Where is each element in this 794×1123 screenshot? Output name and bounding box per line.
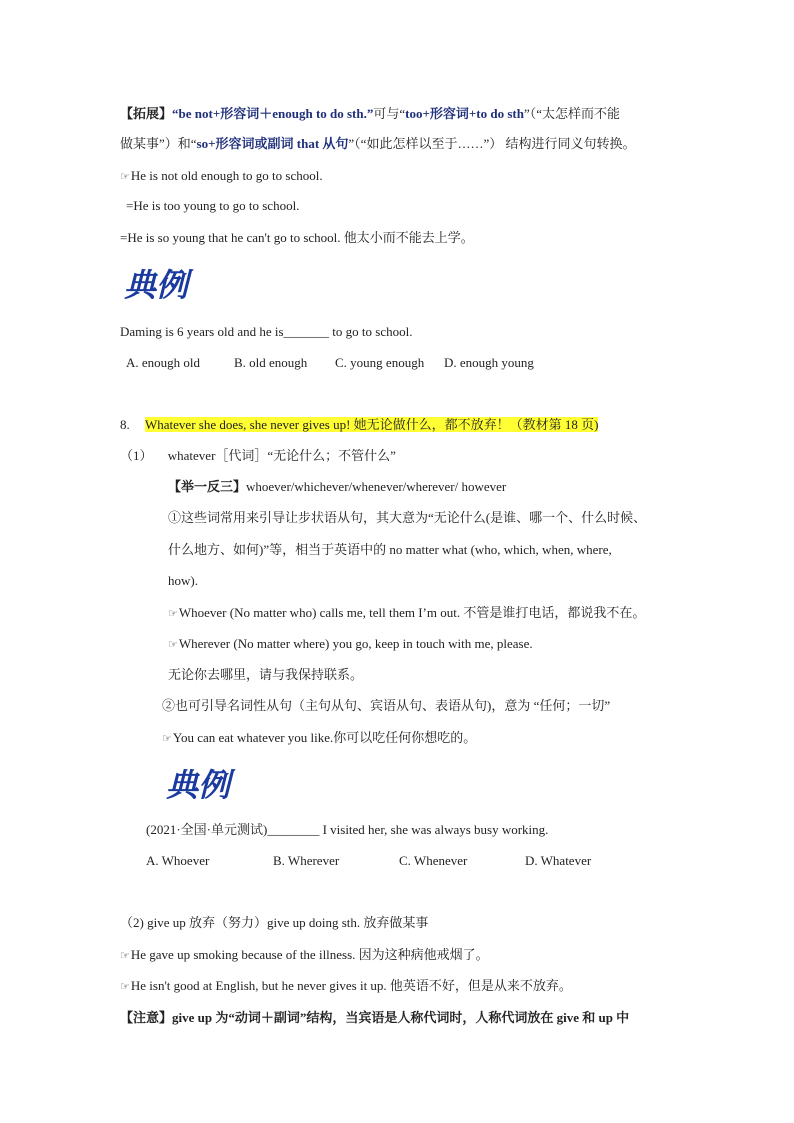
section-8-heading (120, 415, 598, 435)
extension-line-2: 做某事”）和“so+形容词或副词 that 从句”（“如此怎样以至于……”） 结构进行同义句转换。 (120, 136, 636, 151)
highlighted-sentence: Whatever she does, she never gives up! 她无论做什么，都不放弃！（教材第 18 页) (145, 417, 599, 432)
hand-pointing-icon: ☞ (120, 981, 130, 993)
example-2: =He is too young to go to school. (126, 198, 300, 213)
attention-note: 【注意】give up 为“动词＋副词”结构，当宾语是人称代词时，人称代词放在 give 和 up 中 (120, 1010, 630, 1025)
example-6: ☞You can eat whatever you like.你可以吃任何你想吃的。 (162, 728, 476, 749)
point-2-heading: （2) give up 放弃（努力）give up doing sth. 放弃做某事 (120, 915, 429, 930)
hand-pointing-icon: ☞ (120, 950, 130, 962)
pattern-so-that: so+形容词或副词 that 从句 (196, 136, 349, 151)
question-2: (2021·全国·单元测试)________ I visited her, she was always busy working. (146, 822, 549, 837)
q2-option-d[interactable]: D. Whatever (525, 853, 592, 868)
example-5: ☞Wherever (No matter where) you go, keep in touch with me, please. (168, 634, 533, 655)
q2-option-a[interactable]: A. Whoever (146, 853, 210, 868)
svg-text:典例: 典例 (166, 766, 231, 804)
extension-line-1: 【拓展】“be not+形容词＋enough to do sth.”可与“too+形容词+to do sth”（“太怎样而不能 (120, 106, 621, 121)
q2-option-b[interactable]: B. Wherever (273, 853, 340, 868)
pattern-enough: “be not+形容词＋enough to do sth.” (172, 106, 374, 121)
example-1: ☞He is not old enough to go to school. (120, 166, 323, 187)
example-4: ☞Whoever (No matter who) calls me, tell them I’m out. 不管是谁打电话，都说我不在。 (168, 603, 645, 624)
hand-pointing-icon: ☞ (168, 608, 178, 620)
example-3: =He is so young that he can't go to school. 他太小而不能去上学。 (120, 230, 474, 245)
hand-pointing-icon: ☞ (168, 639, 178, 651)
example-8: ☞He isn't good at English, but he never gives it up. 他英语不好，但是从来不放弃。 (120, 976, 572, 997)
example-5-chinese: 无论你去哪里，请与我保持联系。 (168, 667, 364, 682)
note-1b: 什么地方、如何)”等，相当于英语中的 no matter what (who, which, when, where, (168, 542, 612, 557)
example-logo-1 (124, 262, 204, 304)
note-2: ②也可引导名词性从句（主句从句、宾语从句、表语从句)，意为 “任何；一切” (162, 698, 611, 713)
q1-option-b[interactable]: B. old enough (234, 355, 308, 370)
q1-option-a[interactable]: A. enough old (126, 355, 201, 370)
pattern-too: too+形容词+to do sth (405, 106, 524, 121)
q1-option-d[interactable]: D. enough young (444, 355, 534, 370)
hand-pointing-icon: ☞ (120, 171, 130, 183)
extension-label: 【拓展】 (120, 106, 173, 121)
svg-text:典例: 典例 (124, 266, 189, 304)
hand-pointing-icon: ☞ (162, 733, 172, 745)
q2-option-c[interactable]: C. Whenever (399, 853, 468, 868)
section-number: 8. (120, 417, 130, 432)
example-7: ☞He gave up smoking because of the illness. 因为这种病他戒烟了。 (120, 945, 489, 966)
example-logo-2 (166, 762, 246, 804)
question-1: Daming is 6 years old and he is_______ to go to school. (120, 324, 413, 339)
juyi-line: 【举一反三】whoever/whichever/whenever/wherever/ however (168, 479, 507, 494)
note-1c: how). (168, 573, 198, 588)
juyi-label: 【举一反三】 (168, 479, 247, 494)
point-1: （1） whatever［代词］“无论什么；不管什么” (120, 448, 396, 463)
note-1a: ①这些词常用来引导让步状语从句，其大意为“无论什么(是谁、哪一个、什么时候、 (168, 510, 647, 525)
q1-option-c[interactable]: C. young enough (335, 355, 425, 370)
